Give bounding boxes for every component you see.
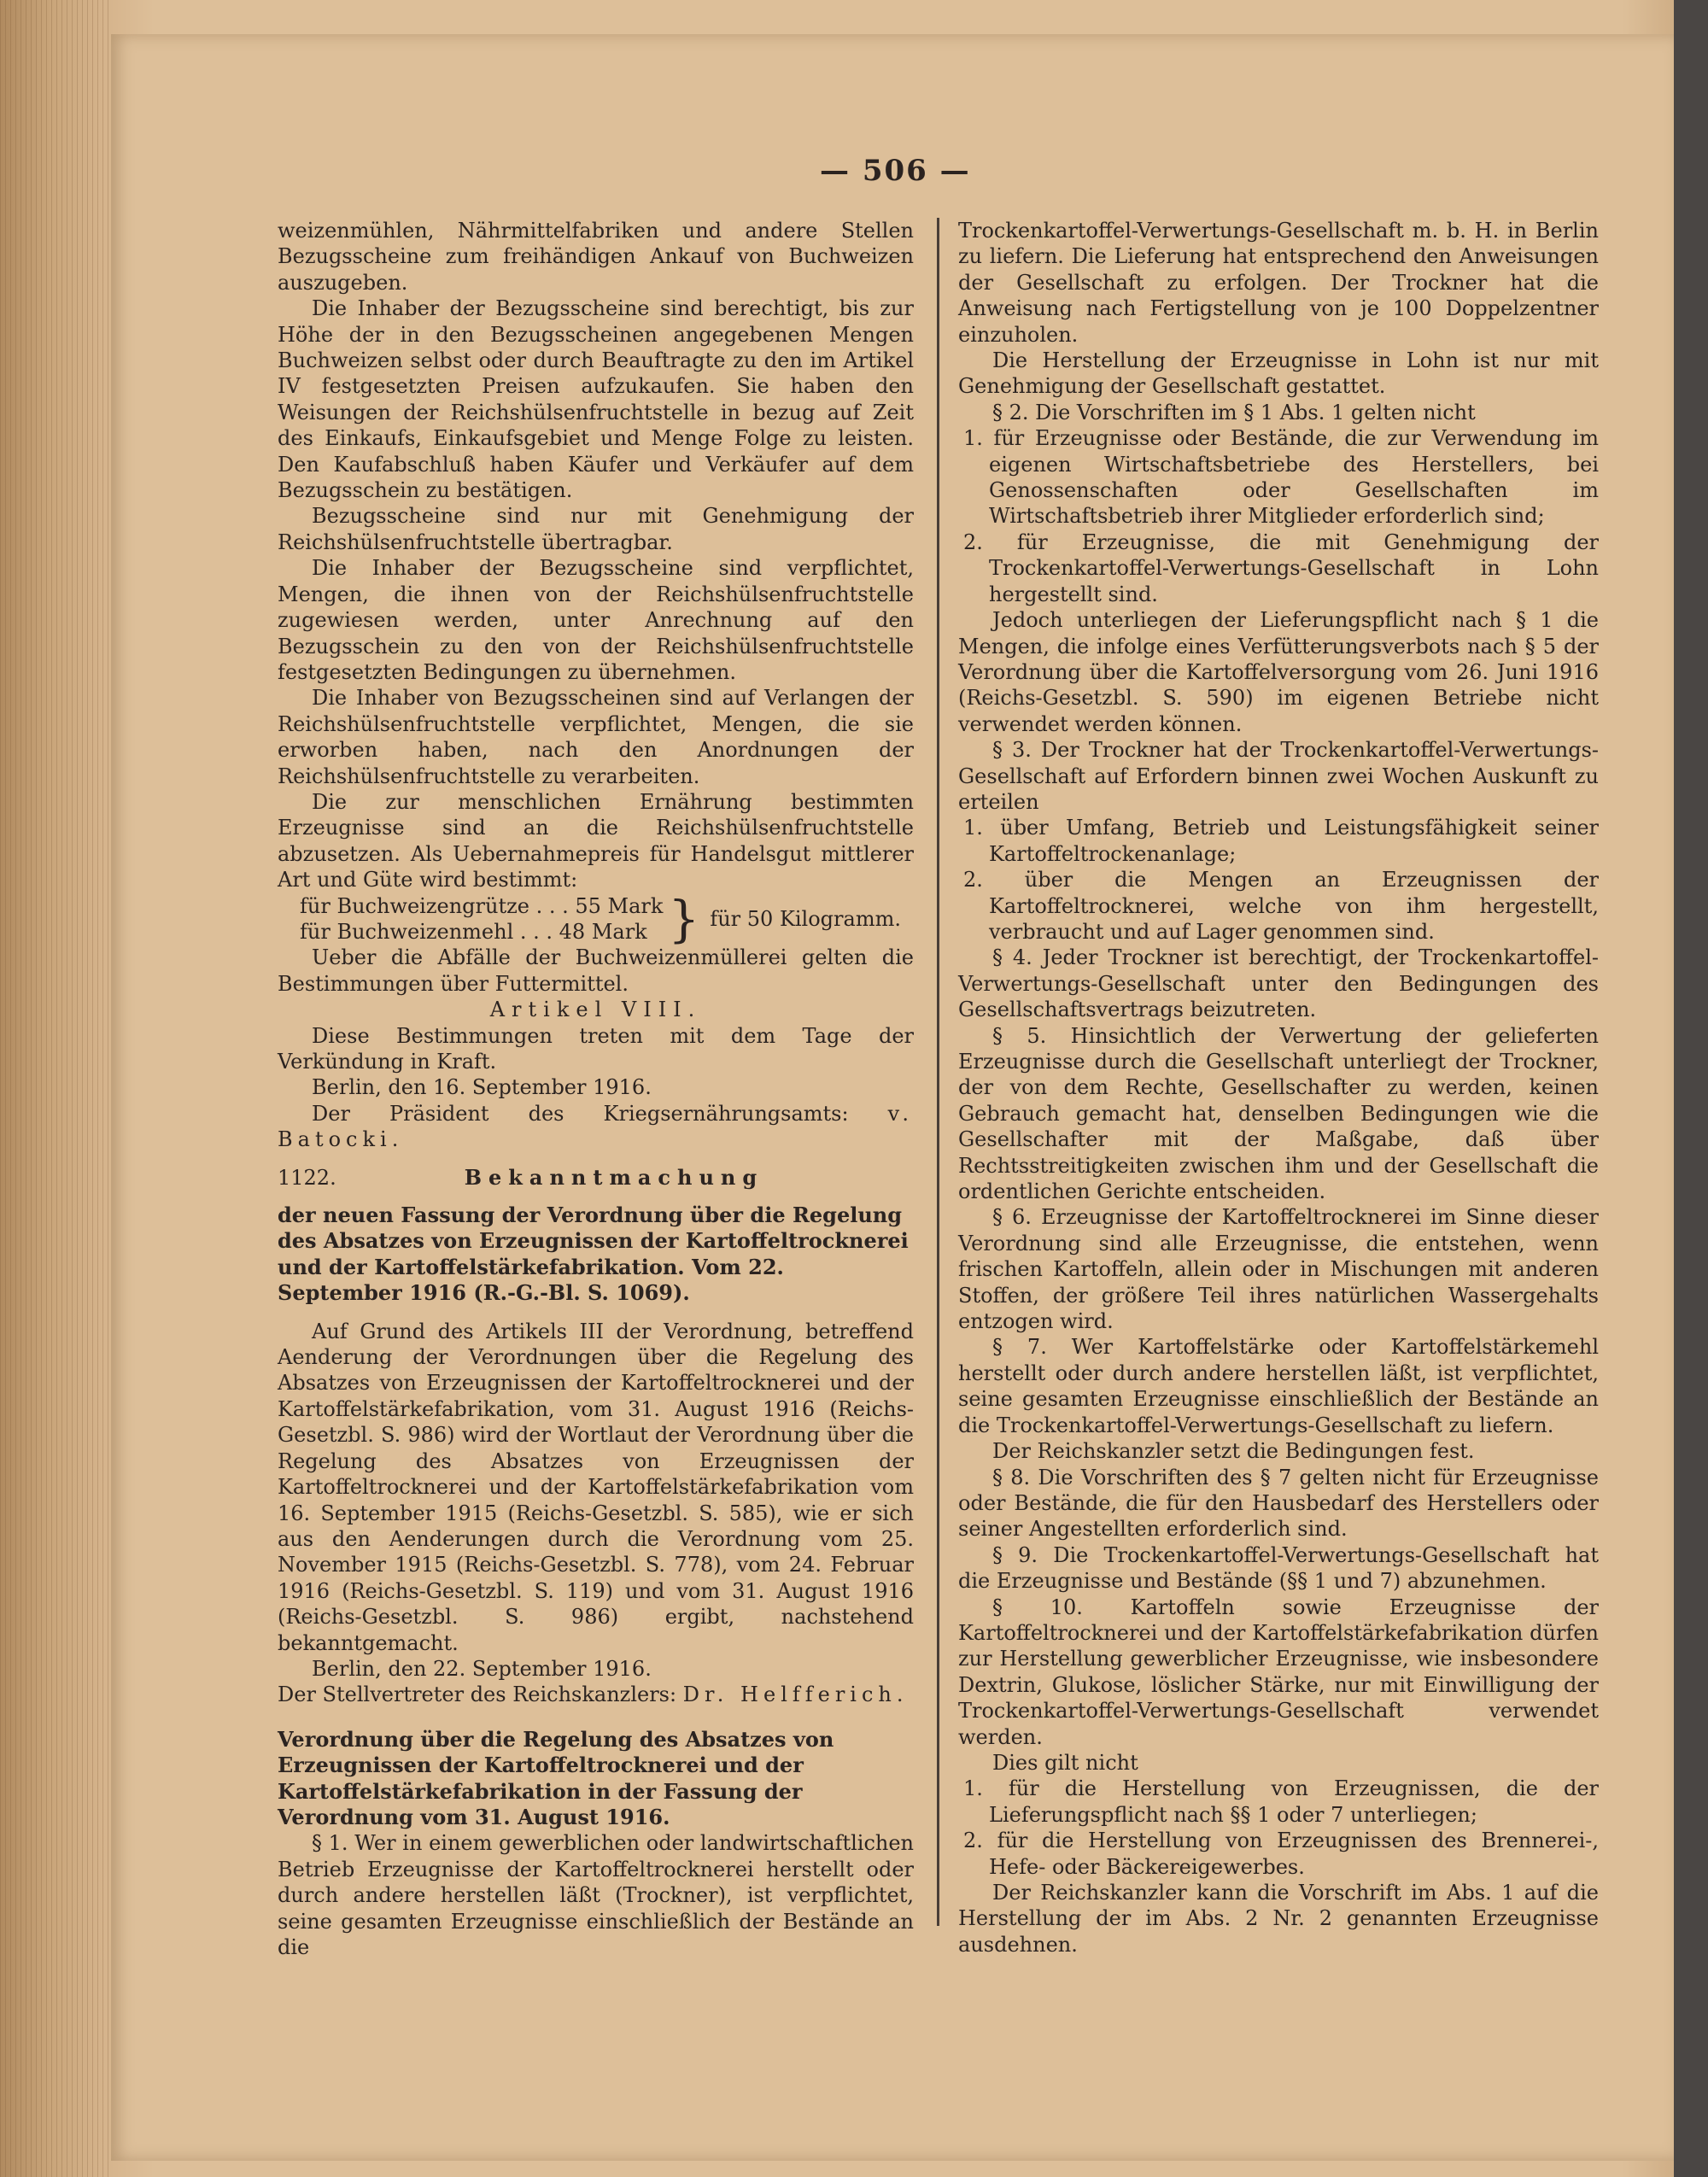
paragraph: Die Inhaber der Bezugsscheine sind berechtigt, bis zur Höhe der in den Bezugsscheinen angegebenen Mengen Buchweizen selbst oder durch Beauftragte zu den im Artikel IV festgesetzten Preisen aufzukaufen. Sie haben den Weisungen der Reichshülsenfruchtstelle in bezug auf Zeit des Einkaufs, Einkaufsgebiet und Menge Folge zu leisten. Den Kaufabschluß haben Käufer und Verkäufer auf dem Bezugsschein zu bestätigen. [278,296,914,503]
signature-line [278,1101,914,1153]
spacer [278,1708,914,1727]
paragraph: Die Inhaber der Bezugsscheine sind verpflichtet, Mengen, die ihnen von der Reichshülsenfruchtstelle zugewiesen werden, unter Anrechnung auf den Bezugsschein zu den von der Reichshülsenfruchtstelle festgesetzten Bedingungen zu übernehmen. [278,556,914,684]
paragraph: Der Reichskanzler setzt die Bedingungen fest. [992,1439,1475,1464]
paragraph: Auf Grund des Artikels III der Verordnung, betreffend Aenderung der Verordnungen über die Regelung des Absatzes von Erzeugnissen der Kartoffeltrocknerei und der Kartoffelstärkefabrikation, vom 31. August 1916 (Reichs-Gesetzbl. S. 986) wird der Wortlaut der Verordnung über die Regelung des Absatzes von Erzeugnissen der Kartoffeltrocknerei und der Kartoffelstärkefabrikation vom 16. September 1915 (Reichs-Gesetzbl. S. 585), wie er sich aus den Aenderungen durch die Verordnung vom 25. November 1915 (Reichs-Gesetzbl. S. 778), vom 24. Februar 1916 (Reichs-Gesetzbl. S. 119) und vom 31. August 1916 (Reichs-Gesetzbl. S. 986) ergibt, nachstehend bekanntgemacht. [278,1319,914,1655]
article-heading: Artikel VIII. [489,998,702,1022]
paragraph: § 2. Die Vorschriften im § 1 Abs. 1 gelten nicht [992,400,1476,424]
announcement-header [278,1165,914,1191]
paragraph: Trockenkartoffel-Verwertungs-Gesellschaft m. b. H. in Berlin zu liefern. Die Lieferung hat entsprechend den Anweisungen der Gesellschaft zu erfolgen. Der Trockner hat die Anweisung nach Fertigstellung von je 100 Doppelzentner einzuholen. [958,219,1599,347]
signature-name: v. Batocki. [278,1101,914,1152]
paragraph: Der Reichskanzler kann die Vorschrift im Abs. 1 auf die Herstellung der im Abs. 2 Nr. 2 genannten Erzeugnisse ausdehnen. [958,1881,1599,1957]
scan-border-strip [1674,0,1708,2177]
price-line-grits: für Buchweizengrütze . . . 55 Mark [300,893,664,918]
list-item: 1. für Erzeugnisse oder Bestände, die zur Verwendung im eigenen Wirtschaftsbetriebe des Herstellers, bei Genossenschaften oder Gesellschaften im Wirtschaftsbetrieb ihrer Mitglieder erforderlich sind; [963,426,1599,529]
paragraph: § 3. Der Trockner hat der Trockenkartoffel-Verwertungs-Gesellschaft auf Erfordern binnen zwei Wochen Auskunft zu erteilen [958,738,1599,814]
price-line-flour: für Buchweizenmehl . . . 48 Mark [300,919,647,944]
right-column [958,218,1599,1958]
announcement-number: 1122. [278,1165,336,1190]
announcement-title: der neuen Fassung der Verordnung über die Regelung des Absatzes von Erzeugnissen der Kartoffeltrocknerei und der Kartoffelstärkefabrikation. Vom 22. September 1916 (R.-G.-Bl. S. 1069). [278,1203,909,1306]
paragraph: Dies gilt nicht [992,1750,1138,1775]
price-lines [278,893,663,945]
paragraph: § 6. Erzeugnisse der Kartoffeltrocknerei im Sinne dieser Verordnung sind alle Erzeugnisse, die entstehen, wenn frischen Kartoffeln, allein oder in Mischungen mit anderen Stoffen, der größere Teil ihres natürlichen Wassergehalts entzogen wird. [958,1205,1599,1334]
paragraph: § 4. Jeder Trockner ist berechtigt, der Trockenkartoffel-Verwertungs-Gesellschaft unter den Bedingungen des Gesellschaftsvertrags beizutreten. [958,945,1599,1022]
list-item: 1. über Umfang, Betrieb und Leistungsfähigkeit seiner Kartoffeltrockenanlage; [963,816,1599,866]
spacer [278,1307,914,1319]
price-unit: für 50 Kilogramm. [710,906,901,931]
price-table [278,889,914,948]
signature-name: Dr. Helfferich. [682,1682,909,1707]
list-item: 1. für die Herstellung von Erzeugnissen, die der Lieferungspflicht nach §§ 1 oder 7 unterliegen; [963,1776,1599,1827]
paragraph: weizenmühlen, Nährmittelfabriken und andere Stellen Bezugsscheine zum freihändigen Ankauf von Buchweizen auszugeben. [278,219,914,295]
paragraph: Die Herstellung der Erzeugnisse in Lohn ist nur mit Genehmigung der Gesellschaft gestattet. [958,348,1599,399]
paragraph: § 10. Kartoffeln sowie Erzeugnisse der Kartoffeltrocknerei und der Kartoffelstärkefabrikation dürfen zur Herstellung gewerblicher Erzeugnisse, wie insbesondere Dextrin, Glukose, löslicher Stärke, nur mit Einwilligung der Trockenkartoffel-Verwertungs-Gesellschaft verwendet werden. [958,1595,1599,1749]
price-brace: } [668,889,700,948]
signature-role: Der Stellvertreter des Reichskanzlers: [278,1682,677,1707]
signature-line [278,1682,914,1707]
date-line: Berlin, den 22. September 1916. [312,1656,652,1681]
ordinance-title: Verordnung über die Regelung des Absatzes von Erzeugnissen der Kartoffeltrocknerei und der Kartoffelstärkefabrikation in der Fassung der Verordnung vom 31. August 1916. [278,1726,834,1829]
date-line: Berlin, den 16. September 1916. [312,1075,652,1100]
spacer [278,1191,914,1203]
column-divider [937,218,939,1926]
paragraph: Die Inhaber von Bezugsscheinen sind auf Verlangen der Reichshülsenfruchtstelle verpflichtet, Mengen, die sie erworben haben, nach den Anordnungen der Reichshülsenfruchtstelle zu verarbeiten. [278,686,914,788]
spacer [278,1153,914,1165]
paragraph: Jedoch unterliegen der Lieferungspflicht nach § 1 die Mengen, die infolge eines Verfütterungsverbots nach § 5 der Verordnung über die Kartoffelversorgung vom 26. Juni 1916 (Reichs-Gesetzbl. S. 590) im eigenen Betriebe nicht verwendet werden können. [958,608,1599,736]
paragraph: Ueber die Abfälle der Buchweizenmüllerei gelten die Bestimmungen über Futtermittel. [278,945,914,996]
paragraph: § 8. Die Vorschriften des § 7 gelten nicht für Erzeugnisse oder Bestände, die für den Hausbedarf des Herstellers oder seiner Angestellten erforderlich sind. [958,1465,1599,1542]
list-item: 2. für Erzeugnisse, die mit Genehmigung der Trockenkartoffel-Verwertungs-Gesellschaft in Lohn hergestellt sind. [963,530,1599,606]
paragraph: Die zur menschlichen Ernährung bestimmten Erzeugnisse sind an die Reichshülsenfruchtstelle abzusetzen. Als Uebernahmepreis für Handelsgut mittlerer Art und Güte wird bestimmt: [278,789,914,892]
announcement-label: Bekanntmachung [464,1164,764,1190]
page-number: — 506 — [820,154,971,188]
left-column [278,218,914,1960]
list-item: 2. für die Herstellung von Erzeugnissen des Brennerei-, Hefe- oder Bäckereigewerbes. [963,1829,1599,1879]
paragraph: Bezugsscheine sind nur mit Genehmigung der Reichshülsenfruchtstelle übertragbar. [278,504,914,554]
list-item: 2. über die Mengen an Erzeugnissen der Kartoffeltrocknerei, welche von ihm hergestellt, verbraucht und auf Lager genommen sind. [963,868,1599,944]
paragraph: § 7. Wer Kartoffelstärke oder Kartoffelstärkemehl herstellt oder durch andere herstellen läßt, ist verpflichtet, seine gesamten Erzeugnisse einschließlich der Bestände an die Trockenkartoffel-Verwertungs-Gesellschaft zu liefern. [958,1335,1599,1437]
signature-role: Der Präsident des Kriegsernährungsamts: [312,1101,849,1126]
paragraph: § 5. Hinsichtlich der Verwertung der gelieferten Erzeugnisse durch die Gesellschaft unterliegt der Trockner, der von dem Rechte, Gesellschafter zu werden, keinen Gebrauch gemacht hat, denselben Bedingungen wie die Gesellschafter mit der Maßgabe, daß über Rechtsstreitigkeiten zwischen ihm und der Gesellschaft die ordentlichen Gerichte entscheiden. [958,1023,1599,1204]
book-page-edges [0,0,111,2177]
paragraph: § 1. Wer in einem gewerblichen oder landwirtschaftlichen Betrieb Erzeugnisse der Kartoffeltrocknerei herstellt oder durch andere herstellen läßt (Trockner), ist verpflichtet, seine gesamten Erzeugnisse einschließlich der Bestände an die [278,1831,914,1959]
paragraph: Diese Bestimmungen treten mit dem Tage der Verkündung in Kraft. [278,1023,914,1074]
paragraph: § 9. Die Trockenkartoffel-Verwertungs-Gesellschaft hat die Erzeugnisse und Bestände (§§ 1 und 7) abzunehmen. [958,1542,1599,1594]
